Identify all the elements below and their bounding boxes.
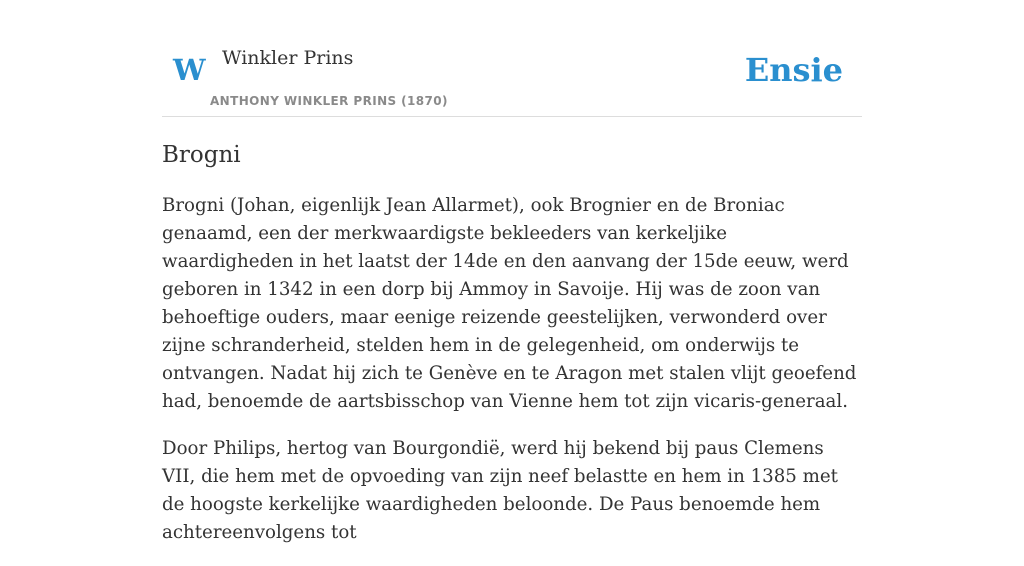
source-logo[interactable]: W	[173, 53, 206, 87]
source-subtitle: ANTHONY WINKLER PRINS (1870)	[210, 94, 448, 108]
entry-title: Brogni	[162, 142, 241, 168]
source-header	[162, 0, 862, 117]
ensie-logo[interactable]: Ensie	[744, 51, 843, 89]
entry-body	[162, 192, 862, 566]
source-title[interactable]: Winkler Prins	[222, 47, 354, 69]
entry-paragraph: Brogni (Johan, eigenlijk Jean Allarmet), ook Brognier en de Broniac genaamd, een der merkwaardigste bekleeders van kerkeljike waardigheden in het laatst der 14de en den aanvang der 15de eeuw, werd geboren in 1342 in een dorp bij Ammoy in Savoije. Hij was de zoon van behoeftige ouders, maar eenige reizende geestelijken, verwonderd over zijne schranderheid, stelden hem in de gelegenheid, om onderwijs te ontvangen. Nadat hij zich te Genève en te Aragon met stalen vlijt geoefend had, benoemde de aartsbisschop van Vienne hem tot zijn vicaris-generaal.	[162, 195, 857, 412]
entry-paragraph: Door Philips, hertog van Bourgondië, werd hij bekend bij paus Clemens VII, die hem met de opvoeding van zijn neef belastte en hem in 1385 met de hoogste kerkelijke waardigheden beloonde. De Paus benoemde hem achtereenvolgens tot	[162, 438, 838, 543]
